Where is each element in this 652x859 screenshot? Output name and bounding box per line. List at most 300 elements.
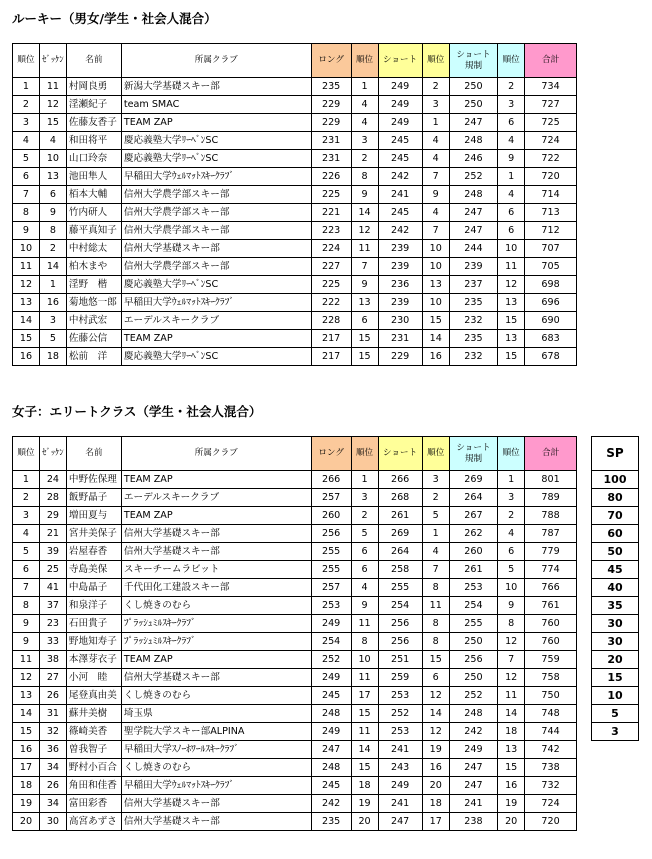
header-club: 所属クラブ — [121, 437, 311, 471]
short-rank-cell: 14 — [422, 705, 449, 723]
long-rank-cell: 9 — [351, 276, 378, 294]
short-score-cell: 261 — [378, 507, 422, 525]
regulated-rank-cell: 4 — [498, 186, 525, 204]
long-score-cell: 231 — [311, 150, 351, 168]
regulated-rank-cell: 14 — [498, 705, 525, 723]
regulated-rank-cell: 2 — [498, 507, 525, 525]
rank-cell: 4 — [13, 525, 40, 543]
long-score-cell: 226 — [311, 168, 351, 186]
short-score-cell: 239 — [378, 258, 422, 276]
regulated-rank-cell: 15 — [498, 348, 525, 366]
bib-cell: 2 — [39, 240, 66, 258]
rank-cell: 2 — [13, 489, 40, 507]
long-rank-cell: 6 — [351, 561, 378, 579]
long-rank-cell: 2 — [351, 507, 378, 525]
table-row — [13, 222, 577, 240]
regulated-score-cell: 235 — [449, 330, 498, 348]
regulated-rank-cell: 9 — [498, 597, 525, 615]
sp-value: 3 — [592, 723, 639, 741]
club-cell: 信州大学農学部スキー部 — [121, 186, 311, 204]
header-rank: 順位 — [13, 437, 40, 471]
sp-value: 5 — [592, 705, 639, 723]
name-cell: 篠崎美香 — [66, 723, 121, 741]
short-score-cell: 242 — [378, 222, 422, 240]
regulated-score-cell: 246 — [449, 150, 498, 168]
long-score-cell: 225 — [311, 276, 351, 294]
name-cell: 松前 洋 — [66, 348, 121, 366]
short-rank-cell: 8 — [422, 615, 449, 633]
table-row — [13, 759, 577, 777]
table-row — [13, 507, 577, 525]
rank-cell: 3 — [13, 114, 40, 132]
long-rank-cell: 11 — [351, 615, 378, 633]
bib-cell: 23 — [39, 615, 66, 633]
regulated-rank-cell: 18 — [498, 723, 525, 741]
short-rank-cell: 10 — [422, 258, 449, 276]
bib-cell: 5 — [39, 330, 66, 348]
long-score-cell: 249 — [311, 615, 351, 633]
club-cell: 早稲田大学ｽﾉｰﾎﾜｰﾙｽｷｰｸﾗﾌﾞ — [121, 741, 311, 759]
regulated-rank-cell: 3 — [498, 489, 525, 507]
short-score-cell: 247 — [378, 813, 422, 831]
short-score-cell: 236 — [378, 276, 422, 294]
club-cell: 信州大学基礎スキー部 — [121, 240, 311, 258]
club-cell: スキーチームラビット — [121, 561, 311, 579]
long-rank-cell: 4 — [351, 96, 378, 114]
long-score-cell: 254 — [311, 633, 351, 651]
club-cell: くし焼きのむら — [121, 759, 311, 777]
name-cell: 本澤芽衣子 — [66, 651, 121, 669]
name-cell: 野村小百合 — [66, 759, 121, 777]
sp-row — [592, 543, 639, 561]
header-club: 所属クラブ — [121, 44, 311, 78]
club-cell: 信州大学基礎スキー部 — [121, 525, 311, 543]
short-score-cell: 249 — [378, 96, 422, 114]
long-rank-cell: 4 — [351, 579, 378, 597]
rank-cell: 7 — [13, 579, 40, 597]
name-cell: 淫瀬紀子 — [66, 96, 121, 114]
short-rank-cell: 5 — [422, 507, 449, 525]
club-cell: 慶応義塾大学ﾘｰﾍﾞﾝSC — [121, 132, 311, 150]
sp-header: SP — [592, 437, 639, 471]
short-rank-cell: 4 — [422, 543, 449, 561]
long-rank-cell: 11 — [351, 240, 378, 258]
regulated-score-cell: 248 — [449, 186, 498, 204]
long-score-cell: 229 — [311, 96, 351, 114]
bib-cell: 36 — [39, 741, 66, 759]
regulated-score-cell: 235 — [449, 294, 498, 312]
club-cell: 信州大学基礎スキー部 — [121, 795, 311, 813]
short-rank-cell: 8 — [422, 579, 449, 597]
short-rank-cell: 1 — [422, 525, 449, 543]
name-cell: 宮井美保子 — [66, 525, 121, 543]
table-row — [13, 114, 577, 132]
regulated-score-cell: 249 — [449, 741, 498, 759]
club-cell: 早稲田大学ｳｪﾙﾏｯﾄｽｷｰｸﾗﾌﾞ — [121, 777, 311, 795]
sp-row — [592, 561, 639, 579]
short-rank-cell: 10 — [422, 240, 449, 258]
total-cell: 787 — [525, 525, 577, 543]
rank-cell: 14 — [13, 312, 40, 330]
short-rank-cell: 11 — [422, 597, 449, 615]
club-cell: 信州大学農学部スキー部 — [121, 204, 311, 222]
long-rank-cell: 1 — [351, 78, 378, 96]
long-rank-cell: 3 — [351, 132, 378, 150]
rank-cell: 9 — [13, 633, 40, 651]
long-rank-cell: 15 — [351, 705, 378, 723]
regulated-rank-cell: 1 — [498, 471, 525, 489]
short-score-cell: 254 — [378, 597, 422, 615]
total-cell: 705 — [525, 258, 577, 276]
table-row — [13, 651, 577, 669]
bib-cell: 21 — [39, 525, 66, 543]
long-score-cell: 229 — [311, 114, 351, 132]
short-rank-cell: 3 — [422, 471, 449, 489]
bib-cell: 16 — [39, 294, 66, 312]
short-score-cell: 239 — [378, 294, 422, 312]
regulated-score-cell: 261 — [449, 561, 498, 579]
sp-row — [592, 525, 639, 543]
bib-cell: 28 — [39, 489, 66, 507]
name-cell: 高宮あずさ — [66, 813, 121, 831]
bib-cell: 12 — [39, 96, 66, 114]
short-score-cell: 269 — [378, 525, 422, 543]
club-cell: team SMAC — [121, 96, 311, 114]
short-rank-cell: 9 — [422, 186, 449, 204]
regulated-score-cell: 252 — [449, 168, 498, 186]
long-score-cell: 245 — [311, 777, 351, 795]
short-score-cell: 259 — [378, 669, 422, 687]
short-rank-cell: 10 — [422, 294, 449, 312]
table-row — [13, 705, 577, 723]
sp-value: 70 — [592, 507, 639, 525]
rank-cell: 9 — [13, 222, 40, 240]
club-cell: 慶応義塾大学ﾘｰﾍﾞﾝSC — [121, 150, 311, 168]
short-rank-cell: 4 — [422, 132, 449, 150]
long-rank-cell: 12 — [351, 222, 378, 240]
total-cell: 724 — [525, 795, 577, 813]
header-short-regulated-line1: ショート — [456, 49, 491, 60]
long-score-cell: 247 — [311, 741, 351, 759]
total-cell: 734 — [525, 78, 577, 96]
regulated-rank-cell: 12 — [498, 276, 525, 294]
short-score-cell: 264 — [378, 543, 422, 561]
total-cell: 801 — [525, 471, 577, 489]
regulated-rank-cell: 11 — [498, 258, 525, 276]
regulated-rank-cell: 20 — [498, 813, 525, 831]
club-cell: 信州大学基礎スキー部 — [121, 669, 311, 687]
regulated-score-cell: 241 — [449, 795, 498, 813]
name-cell: 藤平真知子 — [66, 222, 121, 240]
short-rank-cell: 15 — [422, 651, 449, 669]
club-cell: 千代田化工建設スキー部 — [121, 579, 311, 597]
club-cell: 慶応義塾大学ﾘｰﾍﾞﾝSC — [121, 348, 311, 366]
club-cell: エーデルスキークラブ — [121, 312, 311, 330]
rank-cell: 1 — [13, 471, 40, 489]
regulated-rank-cell: 1 — [498, 168, 525, 186]
long-score-cell: 255 — [311, 561, 351, 579]
total-cell: 683 — [525, 330, 577, 348]
club-cell: エーデルスキークラブ — [121, 489, 311, 507]
regulated-score-cell: 247 — [449, 114, 498, 132]
regulated-score-cell: 238 — [449, 813, 498, 831]
short-score-cell: 239 — [378, 240, 422, 258]
short-score-cell: 249 — [378, 78, 422, 96]
long-rank-cell: 1 — [351, 471, 378, 489]
total-cell: 779 — [525, 543, 577, 561]
total-cell: 722 — [525, 150, 577, 168]
regulated-rank-cell: 7 — [498, 651, 525, 669]
long-rank-cell: 8 — [351, 633, 378, 651]
name-cell: 岩屋春香 — [66, 543, 121, 561]
regulated-score-cell: 239 — [449, 258, 498, 276]
name-cell: 佐藤公信 — [66, 330, 121, 348]
header-regulated-rank: 順位 — [498, 44, 525, 78]
header-short-rank: 順位 — [422, 44, 449, 78]
short-score-cell: 241 — [378, 186, 422, 204]
bib-cell: 27 — [39, 669, 66, 687]
name-cell: 和田将平 — [66, 132, 121, 150]
short-rank-cell: 8 — [422, 633, 449, 651]
regulated-score-cell: 262 — [449, 525, 498, 543]
short-rank-cell: 19 — [422, 741, 449, 759]
header-short-regulated-line1: ショート — [456, 442, 491, 453]
club-cell: 信州大学農学部スキー部 — [121, 222, 311, 240]
header-short-regulated — [449, 437, 498, 471]
rank-cell: 7 — [13, 186, 40, 204]
bib-cell: 37 — [39, 597, 66, 615]
table-row — [13, 723, 577, 741]
name-cell: 富田彩香 — [66, 795, 121, 813]
regulated-score-cell: 237 — [449, 276, 498, 294]
short-score-cell: 256 — [378, 615, 422, 633]
header-long: ロング — [311, 44, 351, 78]
table-row — [13, 813, 577, 831]
total-cell: 725 — [525, 114, 577, 132]
bib-cell: 8 — [39, 222, 66, 240]
table-row — [13, 258, 577, 276]
short-score-cell: 268 — [378, 489, 422, 507]
header-short-regulated — [449, 44, 498, 78]
rank-cell: 19 — [13, 795, 40, 813]
regulated-score-cell: 232 — [449, 312, 498, 330]
name-cell: 竹内研人 — [66, 204, 121, 222]
long-rank-cell: 15 — [351, 348, 378, 366]
club-cell: 埼玉県 — [121, 705, 311, 723]
total-cell: 712 — [525, 222, 577, 240]
long-score-cell: 242 — [311, 795, 351, 813]
table-row — [13, 471, 577, 489]
long-rank-cell: 9 — [351, 597, 378, 615]
long-score-cell: 235 — [311, 813, 351, 831]
sp-row — [592, 723, 639, 741]
name-cell: 角田和佳香 — [66, 777, 121, 795]
regulated-score-cell: 244 — [449, 240, 498, 258]
total-cell: 707 — [525, 240, 577, 258]
sp-value: 60 — [592, 525, 639, 543]
regulated-rank-cell: 9 — [498, 150, 525, 168]
regulated-rank-cell: 16 — [498, 777, 525, 795]
long-rank-cell: 20 — [351, 813, 378, 831]
total-cell: 742 — [525, 741, 577, 759]
long-rank-cell: 7 — [351, 258, 378, 276]
name-cell: 中島晶子 — [66, 579, 121, 597]
rank-cell: 10 — [13, 240, 40, 258]
long-rank-cell: 11 — [351, 723, 378, 741]
bib-cell: 30 — [39, 813, 66, 831]
short-score-cell: 245 — [378, 204, 422, 222]
club-cell: TEAM ZAP — [121, 114, 311, 132]
sp-value: 45 — [592, 561, 639, 579]
table-row — [13, 525, 577, 543]
rank-cell: 4 — [13, 132, 40, 150]
long-score-cell: 225 — [311, 186, 351, 204]
table-row — [13, 204, 577, 222]
bib-cell: 3 — [39, 312, 66, 330]
long-score-cell: 260 — [311, 507, 351, 525]
sp-value: 80 — [592, 489, 639, 507]
name-cell: 中村総太 — [66, 240, 121, 258]
header-short-regulated-line2: 規制 — [464, 453, 483, 464]
total-cell: 738 — [525, 759, 577, 777]
regulated-rank-cell: 12 — [498, 633, 525, 651]
regulated-score-cell: 253 — [449, 579, 498, 597]
long-score-cell: 221 — [311, 204, 351, 222]
bib-cell: 26 — [39, 687, 66, 705]
club-cell: くし焼きのむら — [121, 687, 311, 705]
long-rank-cell: 4 — [351, 114, 378, 132]
table-row — [13, 294, 577, 312]
sp-value: 20 — [592, 651, 639, 669]
rank-cell: 9 — [13, 615, 40, 633]
sp-value: 30 — [592, 633, 639, 651]
long-score-cell: 249 — [311, 669, 351, 687]
sp-row — [592, 705, 639, 723]
regulated-rank-cell: 10 — [498, 240, 525, 258]
long-score-cell: 256 — [311, 525, 351, 543]
header-long: ロング — [311, 437, 351, 471]
name-cell: 柏木まや — [66, 258, 121, 276]
bib-cell: 4 — [39, 132, 66, 150]
regulated-score-cell: 255 — [449, 615, 498, 633]
name-cell: 石田貴子 — [66, 615, 121, 633]
total-cell: 713 — [525, 204, 577, 222]
short-rank-cell: 7 — [422, 561, 449, 579]
bib-cell: 26 — [39, 777, 66, 795]
regulated-score-cell: 248 — [449, 705, 498, 723]
long-score-cell: 223 — [311, 222, 351, 240]
header-bib: ｾﾞｯｹﾝ — [39, 44, 66, 78]
total-cell: 766 — [525, 579, 577, 597]
sp-row — [592, 507, 639, 525]
short-score-cell: 258 — [378, 561, 422, 579]
rank-cell: 11 — [13, 258, 40, 276]
total-cell: 690 — [525, 312, 577, 330]
section-title-women-elite: 女子：エリートクラス（学生・社会人混合） — [12, 404, 262, 419]
header-name: 名前 — [66, 437, 121, 471]
regulated-rank-cell: 15 — [498, 759, 525, 777]
regulated-rank-cell: 12 — [498, 669, 525, 687]
short-rank-cell: 12 — [422, 687, 449, 705]
short-rank-cell: 2 — [422, 78, 449, 96]
club-cell: ﾌﾟﾗｯｼｭﾐﾙｽｷｰｸﾗﾌﾞ — [121, 615, 311, 633]
regulated-rank-cell: 8 — [498, 615, 525, 633]
bib-cell: 32 — [39, 723, 66, 741]
long-score-cell: 266 — [311, 471, 351, 489]
rank-cell: 8 — [13, 204, 40, 222]
rank-cell: 15 — [13, 723, 40, 741]
regulated-rank-cell: 6 — [498, 114, 525, 132]
rank-cell: 11 — [13, 651, 40, 669]
table-row — [13, 687, 577, 705]
total-cell: 732 — [525, 777, 577, 795]
long-score-cell: 255 — [311, 543, 351, 561]
table-row — [13, 489, 577, 507]
regulated-rank-cell: 2 — [498, 78, 525, 96]
long-rank-cell: 11 — [351, 669, 378, 687]
regulated-rank-cell: 4 — [498, 132, 525, 150]
regulated-rank-cell: 5 — [498, 561, 525, 579]
rank-cell: 16 — [13, 741, 40, 759]
short-score-cell: 230 — [378, 312, 422, 330]
table-row — [13, 579, 577, 597]
table-header-row — [13, 437, 577, 471]
short-score-cell: 255 — [378, 579, 422, 597]
table-row — [13, 348, 577, 366]
long-score-cell: 228 — [311, 312, 351, 330]
sp-points-table — [591, 436, 639, 741]
short-score-cell: 241 — [378, 741, 422, 759]
regulated-rank-cell: 11 — [498, 687, 525, 705]
table-row — [13, 240, 577, 258]
name-cell: 飯野晶子 — [66, 489, 121, 507]
bib-cell: 15 — [39, 114, 66, 132]
bib-cell: 9 — [39, 204, 66, 222]
short-rank-cell: 14 — [422, 330, 449, 348]
name-cell: 蘇井美樹 — [66, 705, 121, 723]
short-rank-cell: 7 — [422, 168, 449, 186]
table-row — [13, 276, 577, 294]
table-row — [13, 777, 577, 795]
name-cell: 野地知寿子 — [66, 633, 121, 651]
regulated-rank-cell: 10 — [498, 579, 525, 597]
regulated-score-cell: 247 — [449, 759, 498, 777]
long-score-cell: 257 — [311, 489, 351, 507]
bib-cell: 14 — [39, 258, 66, 276]
short-score-cell: 229 — [378, 348, 422, 366]
short-rank-cell: 1 — [422, 114, 449, 132]
short-rank-cell: 12 — [422, 723, 449, 741]
header-rank: 順位 — [13, 44, 40, 78]
bib-cell: 18 — [39, 348, 66, 366]
rank-cell: 5 — [13, 543, 40, 561]
name-cell: 中村武宏 — [66, 312, 121, 330]
long-score-cell: 249 — [311, 723, 351, 741]
header-regulated-rank: 順位 — [498, 437, 525, 471]
total-cell: 744 — [525, 723, 577, 741]
total-cell: 789 — [525, 489, 577, 507]
table-row — [13, 132, 577, 150]
name-cell: 増田夏与 — [66, 507, 121, 525]
short-score-cell: 251 — [378, 651, 422, 669]
total-cell: 698 — [525, 276, 577, 294]
sp-row — [592, 489, 639, 507]
long-score-cell: 245 — [311, 687, 351, 705]
long-score-cell: 248 — [311, 705, 351, 723]
rank-cell: 12 — [13, 669, 40, 687]
header-total: 合計 — [525, 44, 577, 78]
long-score-cell: 235 — [311, 78, 351, 96]
